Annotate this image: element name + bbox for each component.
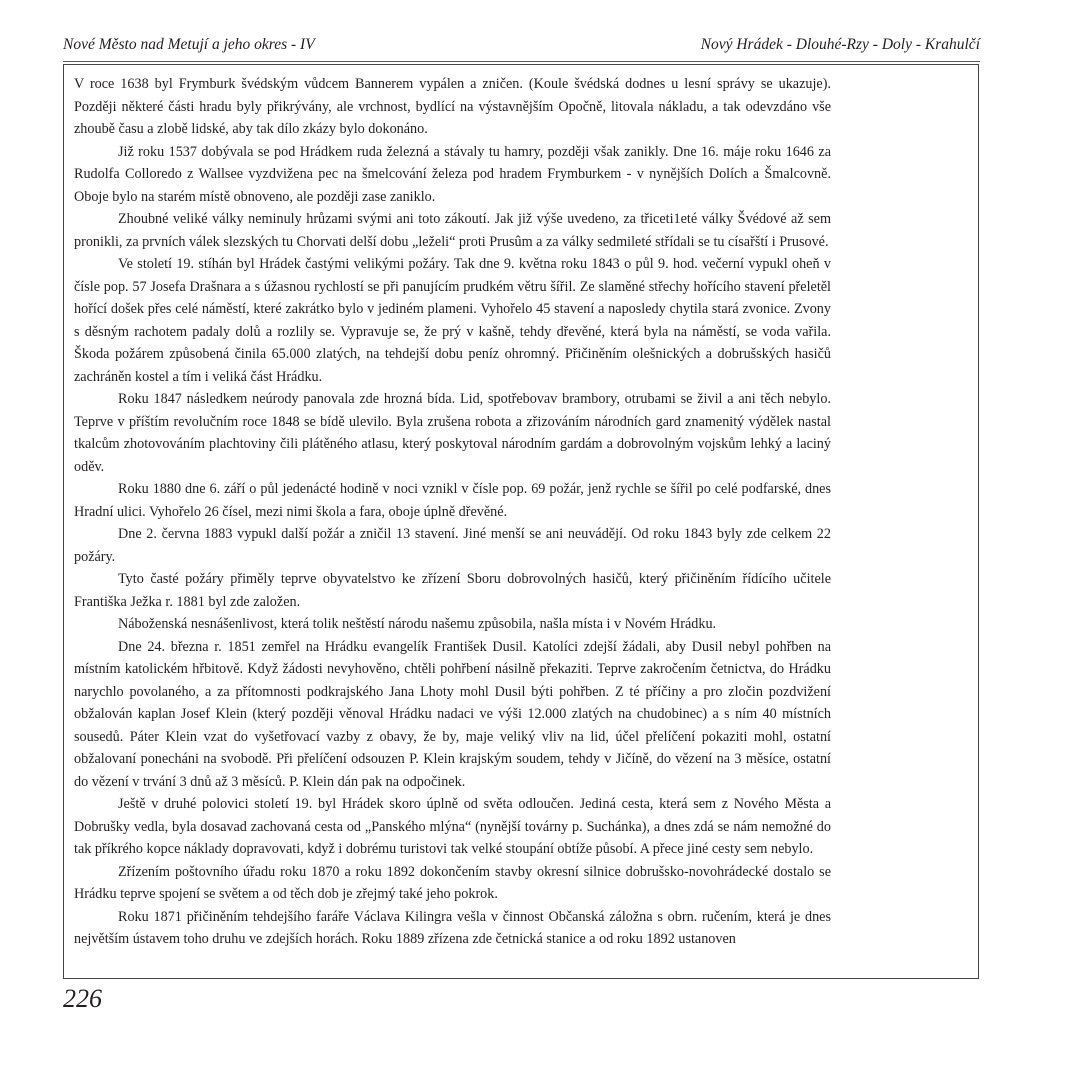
text-frame bbox=[63, 64, 979, 979]
paragraph-fire-1880: Roku 1880 dne 6. září o půl jedenácté hodině v noci vznikl v čísle pop. 69 požár, jenž rychle se šířil po celé podfarské, dnes Hradní ulici. Vyhořelo 26 čísel, mezi nimi škola a fara, oboje úplně dřevěné. bbox=[74, 481, 831, 520]
header-rule bbox=[63, 61, 980, 62]
paragraph-frymburk-burning: V roce 1638 byl Frymburk švédským vůdcem Bannerem vypálen a zničen. (Koule švédská dodnes u lesní správy se ukazuje). Později některé části hradu byly přikrývány, ale vrchnost, bydlící na výstavnějším Opočně, litovala nákladu, a tak odevzdáno vše zhoubě času a zlobě lidské, aby tak dílo zkázy bylo dokonáno. bbox=[74, 76, 831, 137]
paragraph-post-office: Zřízením poštovního úřadu roku 1870 a roku 1892 dokončením stavby okresní silnice dobrušsko-novohrádecké dostalo se Hrádku teprve spojení se světem a od těch dob je zřejmý také jeho pokrok. bbox=[74, 863, 831, 902]
paragraph-savings-bank: Roku 1871 přičiněním tehdejšího faráře Václava Kilingra vešla v činnost Občanská záložna s obrn. ručením, která je dnes největším ústavem toho druhu ve zdejších horách. Roku 1889 zřízena zde četnická stanice a od roku 1892 ustanoven bbox=[74, 908, 831, 947]
paragraph-fire-1883: Dne 2. června 1883 vypukl další požár a zničil 13 stavení. Jiné menší se ani neuvádějí. Od roku 1843 byly zde celkem 22 požáry. bbox=[74, 526, 831, 565]
paragraph-dusil-funeral: Dne 24. března r. 1851 zemřel na Hrádku evangelík František Dusil. Katolíci zdejší žádali, aby Dusil nebyl pohřben na místním katolickém hřbitově. Když žádosti nevyhověno, chtěli pohřbení násilně překaziti. Teprve zakročením četnictva, do Hrádku narychlo povolaného, a za přítomnosti podkrajského Jana Lhoty mohl Dusil býti pohřben. Z té příčiny a pro zločin pozdvižení obžalován kaplan Josef Klein (který později věnoval Hrádku nadaci ve výši 12.000 zlatých na chudobinec) a s ním 40 místních sousedů. Páter Klein vzat do vyšetřovací vazby z obavy, že by, maje veliký vliv na lid, účel přelíčení pokaziti mohl, ostatní obžalovaní ponecháni na svobodě. Při přelíčení odsouzen P. Klein krajským soudem, tehdy v Jičíně, do vězení na 3 měsíce, ostatní do vězení v trvání 3 dnů až 3 měsíců. P. Klein dán pak na odpočinek. bbox=[74, 638, 831, 790]
paragraph-fire-1843: Ve století 19. stíhán byl Hrádek častými velikými požáry. Tak dne 9. května roku 1843 o půl 9. hod. večerní vypukl oheň v čísle pop. 57 Josefa Drašnara a s úžasnou rychlostí se při panujícím prudkém větru šířil. Ze slaměné střechy hořícího stavení přeletěl hořící došek přes celé náměstí, které zakrátko bylo v jediném plameni. Vyhořelo 45 stavení a naposledy chytila stará zvonice. Zvony s děsným rachotem padaly dolů a rozlily se. Vypravuje se, že prý v kašně, tehdy dřevěné, která byla na náměstí, se voda vařila. Škoda požárem způsobená činila 65.000 zlatých, na tehdejší dobu peníz ohromný. Přičiněním olešnických a dobrušských hasičů zachráněn kostel a tím i veliká část Hrádku. bbox=[74, 256, 831, 385]
paragraph-famine-1847: Roku 1847 následkem neúrody panovala zde hrozná bída. Lid, spotřebovav brambory, otrubami se živil a ani těch nebylo. Teprve v příštím revolučním roce 1848 se bídě ulevilo. Byla zrušena robota a zřizováním národních gard znamenitý výdělek nastal tkalcům zhotovováním plachtoviny čili plátěného atlasu, který poskytoval národním gardám a dobrovolným vojskům lehký a laciný oděv. bbox=[74, 391, 831, 475]
running-header bbox=[63, 36, 980, 60]
paragraph-religious-intolerance: Náboženská nesnášenlivost, která tolik neštěstí národu našemu způsobila, našla místa i v Novém Hrádku. bbox=[118, 616, 717, 632]
header-book-title: Nové Město nad Metují a jeho okres - IV bbox=[63, 36, 315, 53]
paragraph-fire-brigade: Tyto časté požáry přiměly teprve obyvatelstvo ke zřízení Sboru dobrovolných hasičů, který přičiněním řídícího učitele Františka Ježka r. 1881 byl zde založen. bbox=[74, 571, 831, 610]
page-number: 226 bbox=[63, 984, 102, 1013]
body-text bbox=[74, 73, 831, 951]
paragraph-isolation: Ještě v druhé polovici století 19. byl Hrádek skoro úplně od světa odloučen. Jediná cesta, která sem z Nového Města a Dobrušky vedla, byla dosavad zachovaná cesta od „Panského mlýna“ (nynější továrny p. Suchánka), a dnes zdá se nám nemožné do tak příkrého kopce náklady dopravovati, když i dobrému turistovi tak velké stoupání obtíže působí. A přece jiné cesty sem nebylo. bbox=[74, 796, 831, 857]
header-section-title: Nový Hrádek - Dlouhé-Rzy - Doly - Krahulčí bbox=[700, 36, 980, 53]
paragraph-iron-ore: Již roku 1537 dobývala se pod Hrádkem ruda železná a stávaly tu hamry, později však zanikly. Dne 16. máje roku 1646 za Rudolfa Colloredo z Wallsee vyzdvižena pec na šmelcování železa pod hradem Frymburkem - v nynějších Dolích a Šmalcovně. Oboje bylo na starém místě obnoveno, ale později zase zaniklo. bbox=[74, 143, 831, 205]
paragraph-wars: Zhoubné veliké války neminuly hrůzami svými ani toto zákoutí. Jak již výše uvedeno, za třiceti1eté války Švédové až sem pronikli, za prvních válek slezských tu Chorvati delší dobu „leželi“ proti Prusûm a za války sedmileté střídali se tu císařští i Prusové. bbox=[74, 211, 831, 250]
